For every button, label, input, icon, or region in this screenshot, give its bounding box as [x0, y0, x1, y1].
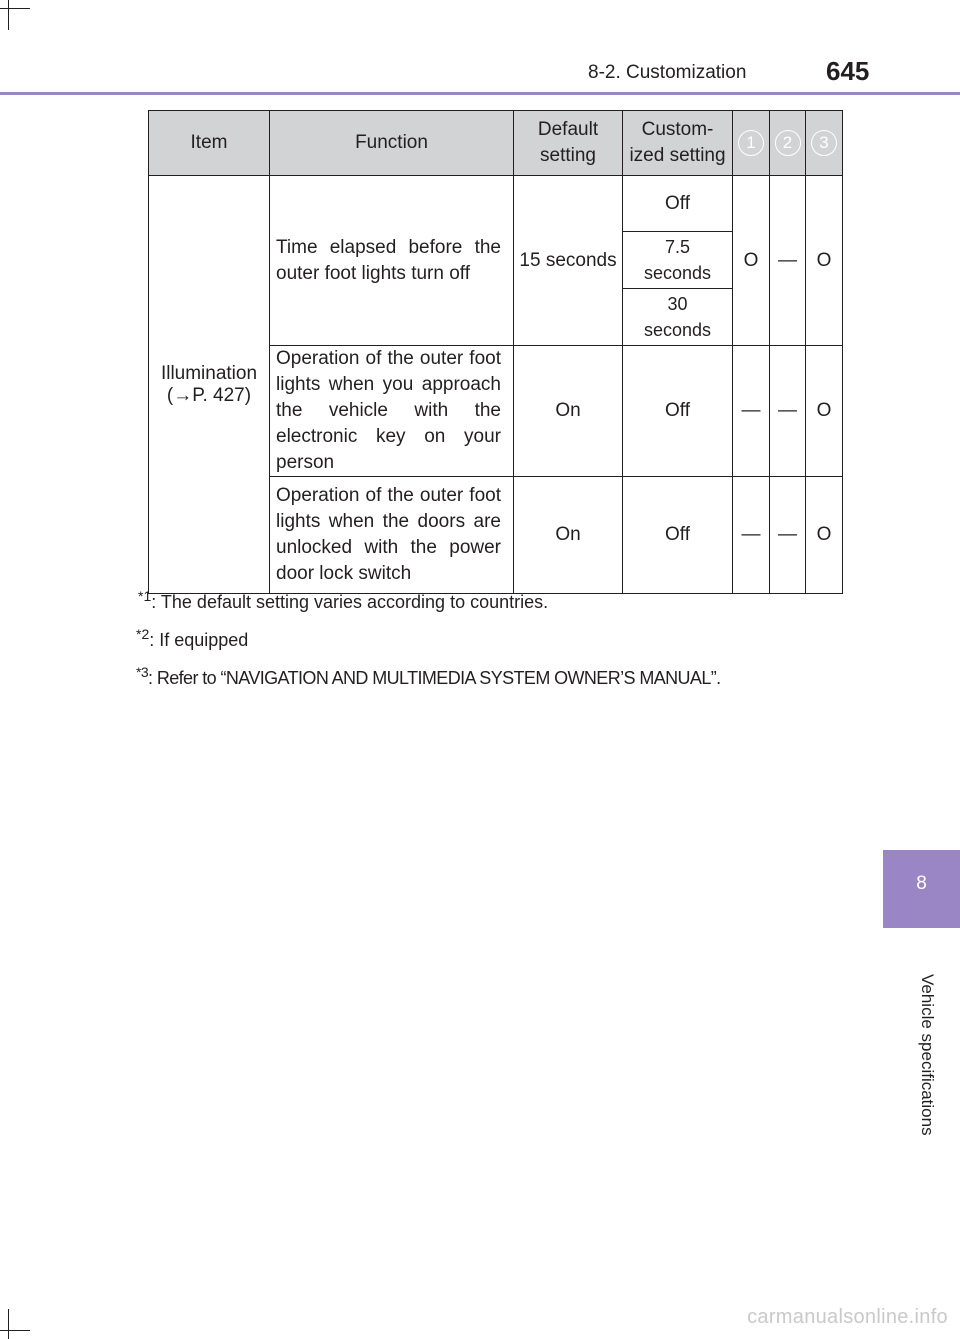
column-header-2: [770, 111, 806, 176]
column-3-cell: O: [806, 176, 843, 346]
customized-option-unit: seconds: [643, 263, 712, 283]
customization-table: [148, 110, 843, 594]
footnote-text: : If equipped: [149, 630, 249, 650]
customized-cell: [623, 289, 733, 346]
function-cell: Operation of the outer foot lights when you approach the vehicle with the electronic key on your person: [270, 346, 514, 477]
crop-mark-bl-v: [8, 1309, 9, 1339]
item-label: Illumination: [160, 362, 258, 384]
default-cell: 15 seconds: [514, 176, 623, 346]
table-row: [149, 176, 843, 232]
customized-option-value: 7.5: [664, 237, 691, 257]
customized-option-value: 30: [667, 294, 688, 314]
footnote-mark: *1: [138, 588, 152, 604]
column-3-cell: O: [806, 346, 843, 477]
column-3-cell: O: [806, 477, 843, 594]
customized-cell: [623, 232, 733, 289]
default-cell: On: [514, 477, 623, 594]
column-header-default: [514, 111, 623, 176]
function-cell: Time elapsed before the outer foot lights turn off: [270, 176, 514, 346]
header-rule: [0, 92, 960, 95]
column-header-item: Item: [149, 111, 270, 176]
circled-number-1-icon: 1: [738, 130, 764, 156]
customized-cell: [623, 176, 733, 232]
column-1-cell: O: [733, 176, 770, 346]
crop-mark-tl-h: [0, 8, 30, 9]
default-header-line2: setting: [540, 145, 596, 166]
column-header-function: Function: [270, 111, 514, 176]
item-cell: [149, 176, 270, 594]
default-header-line1: Default: [537, 119, 599, 140]
customized-option-unit: seconds: [643, 320, 712, 340]
customized-cell: Off: [623, 346, 733, 477]
column-header-customized: [623, 111, 733, 176]
footnote-3: [136, 664, 721, 689]
circled-number-2-icon: 2: [775, 130, 801, 156]
item-page-reference: (→P. 427): [166, 384, 252, 406]
column-header-3: [806, 111, 843, 176]
footnote-mark: *3: [136, 664, 149, 680]
footnote-text: : The default setting varies according to countries.: [151, 592, 549, 612]
page-number: 645: [826, 56, 870, 86]
chapter-tab: 8: [883, 850, 960, 928]
customized-cell: Off: [623, 477, 733, 594]
column-2-cell: —: [770, 346, 806, 477]
customized-option-off: Off: [665, 192, 690, 214]
circled-number-3-icon: 3: [811, 130, 837, 156]
footnote-mark: *2: [136, 626, 150, 642]
chapter-side-label: Vehicle specifications: [918, 974, 937, 1136]
column-2-cell: —: [770, 477, 806, 594]
default-cell: On: [514, 346, 623, 477]
function-cell: Operation of the outer foot lights when the doors are unlocked with the power door lock switch: [270, 477, 514, 594]
customized-header-line2: ized setting: [629, 145, 726, 166]
crop-mark-tl-v: [8, 0, 9, 30]
footnote-1: [138, 588, 548, 613]
footnote-2: [136, 626, 248, 651]
table-header-row: [149, 111, 843, 176]
footnote-text: : Refer to “NAVIGATION AND MULTIMEDIA SYSTEM OWNER’S MANUAL”.: [148, 668, 721, 688]
customized-header-line1: Custom-: [641, 119, 714, 140]
column-header-1: [733, 111, 770, 176]
crop-mark-bl-h: [0, 1330, 30, 1331]
watermark: carmanualsonline.info: [747, 1306, 948, 1328]
column-1-cell: —: [733, 346, 770, 477]
column-2-cell: —: [770, 176, 806, 346]
section-title: 8-2. Customization: [588, 62, 747, 83]
column-1-cell: —: [733, 477, 770, 594]
